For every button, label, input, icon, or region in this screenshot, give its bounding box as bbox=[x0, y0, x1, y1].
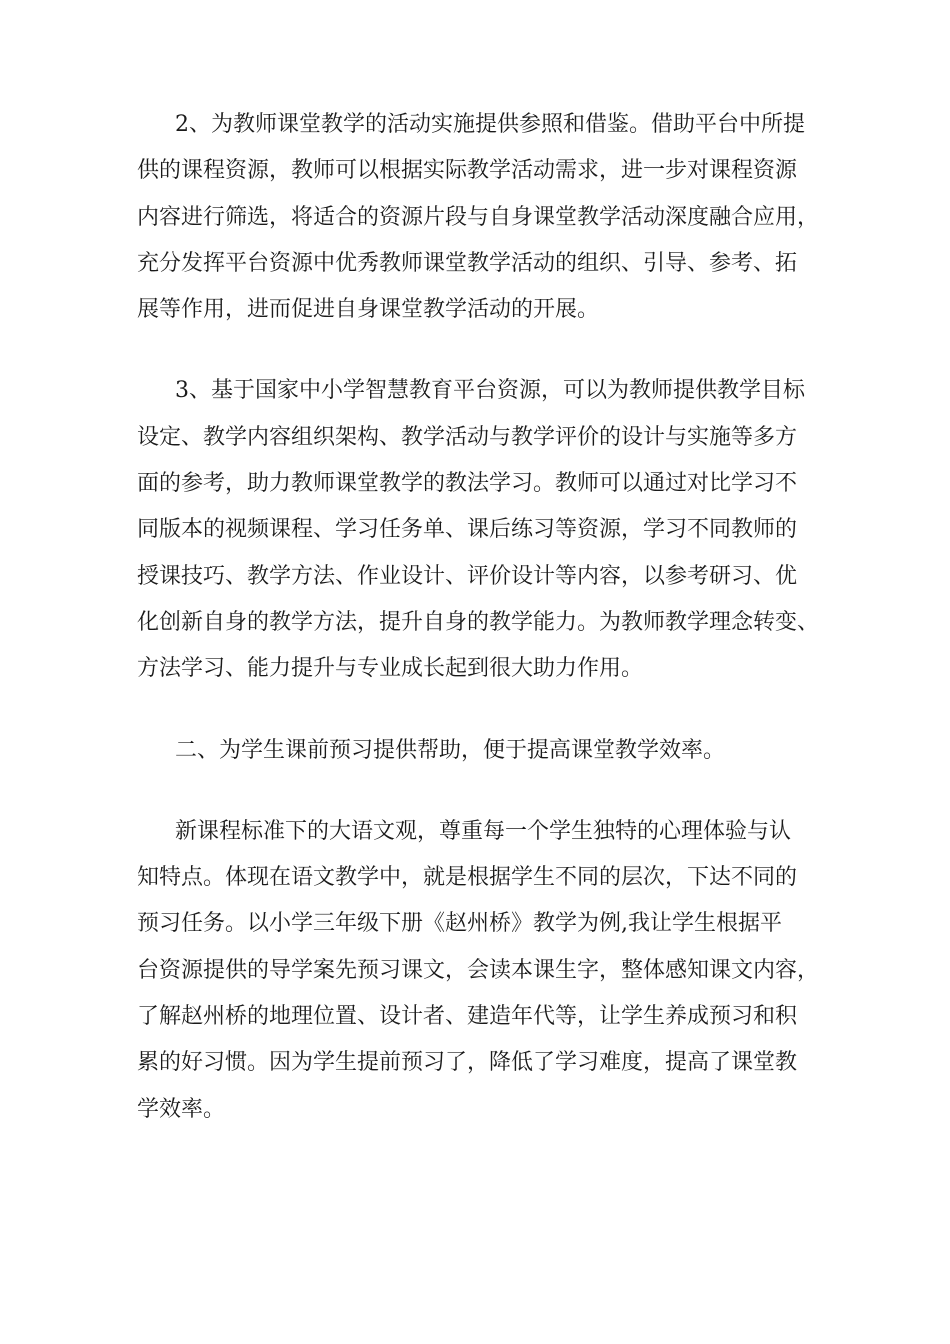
paragraph-line: 充分发挥平台资源中优秀教师课堂教学活动的组织、引导、参考、拓 bbox=[137, 250, 798, 276]
section-heading bbox=[137, 728, 837, 774]
paragraph-line: 台资源提供的导学案先预习课文，会读本课生字，整体感知课文内容， bbox=[137, 957, 820, 983]
paragraph-line: 授课技巧、教学方法、作业设计、评价设计等内容，以参考研习、优 bbox=[137, 563, 798, 589]
paragraph-line: 方法学习、能力提升与专业成长起到很大助力作用。 bbox=[137, 656, 644, 682]
paragraph-line: 了解赵州桥的地理位置、设计者、建造年代等，让学生养成预习和积 bbox=[137, 1004, 798, 1030]
paragraph-line: 新课程标准下的大语文观，尊重每一个学生独特的心理体验与认 bbox=[175, 818, 792, 844]
paragraph-line: 预习任务。以小学三年级下册《赵州桥》教学为例,我让学生根据平 bbox=[137, 911, 782, 937]
paragraph-line: 内容进行筛选，将适合的资源片段与自身课堂教学活动深度融合应用， bbox=[137, 204, 820, 230]
paragraph-line: 供的课程资源，教师可以根据实际教学活动需求，进一步对课程资源 bbox=[137, 158, 798, 184]
paragraph-line: 同版本的视频课程、学习任务单、课后练习等资源，学习不同教师的 bbox=[137, 517, 798, 543]
paragraph-teacher-reference bbox=[137, 102, 837, 333]
paragraph-student-preview bbox=[137, 809, 837, 1133]
paragraph-line: 学效率。 bbox=[137, 1096, 226, 1122]
paragraph-line: 2、为教师课堂教学的活动实施提供参照和借鉴。借助平台中所提 bbox=[175, 112, 805, 137]
paragraph-line: 知特点。体现在语文教学中，就是根据学生不同的层次，下达不同的 bbox=[137, 865, 798, 891]
paragraph-line: 化创新自身的教学方法，提升自身的教学能力。为教师教学理念转变、 bbox=[137, 609, 820, 635]
paragraph-line: 3、基于国家中小学智慧教育平台资源，可以为教师提供教学目标 bbox=[175, 378, 805, 404]
paragraph-line: 面的参考，助力教师课堂教学的教法学习。教师可以通过对比学习不 bbox=[137, 471, 798, 497]
paragraph-line: 设定、教学内容组织架构、教学活动与教学评价的设计与实施等多方 bbox=[137, 424, 798, 450]
heading-line: 二、为学生课前预习提供帮助，便于提高课堂教学效率。 bbox=[175, 737, 726, 763]
paragraph-line: 展等作用，进而促进自身课堂教学活动的开展。 bbox=[137, 297, 600, 323]
paragraph-platform-resources bbox=[137, 368, 837, 692]
document-body bbox=[137, 102, 837, 1168]
paragraph-line: 累的好习惯。因为学生提前预习了，降低了学习难度，提高了课堂教 bbox=[137, 1050, 798, 1076]
